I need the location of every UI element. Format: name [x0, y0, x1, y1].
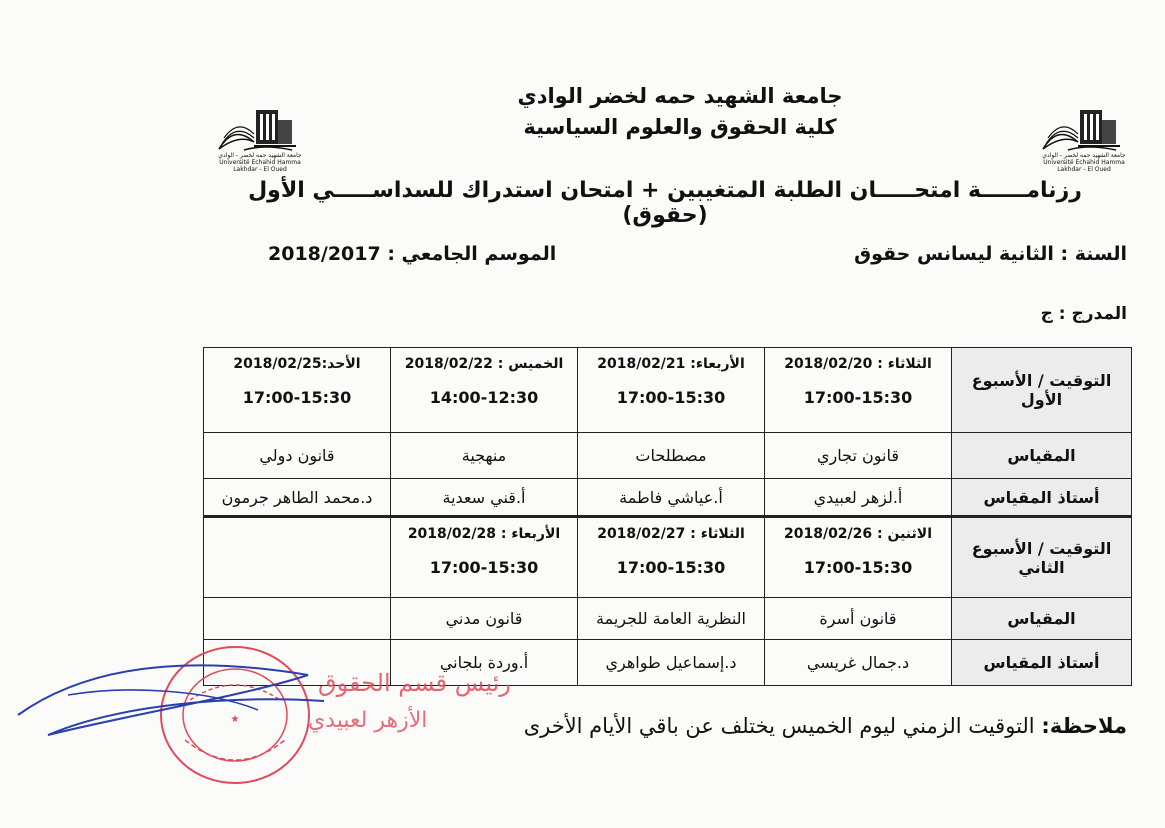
logo-caption-fr: Université Echahid Hamma Lakhdar - El Oued	[1043, 159, 1125, 173]
time-slot: 17:00-15:30	[616, 388, 726, 407]
university-logo-right	[1038, 104, 1130, 173]
week2-day-2: الثلاثاء : 2018/02/27 17:00-15:30	[578, 517, 765, 598]
week2-day-3: الأربعاء : 2018/02/28 17:00-15:30	[391, 517, 578, 598]
logo-caption-ar: جامعة الشهيد حمه لخضر - الوادي	[218, 152, 302, 159]
teacher-cell: أ.قني سعدية	[391, 479, 578, 517]
note-label: ملاحظة:	[1041, 714, 1127, 738]
subject-cell: منهجية	[391, 433, 578, 479]
faculty-name: كلية الحقوق والعلوم السياسية	[523, 115, 837, 139]
week1-label: التوقيت / الأسبوع الأول	[952, 348, 1132, 433]
week2-timing-row	[204, 517, 1132, 598]
subject-cell: قانون أسرة	[765, 598, 952, 640]
subject-cell: قانون مدني	[391, 598, 578, 640]
subject-cell: مصطلحات	[578, 433, 765, 479]
week1-timing-row	[204, 348, 1132, 433]
hall-label: المدرج : ج	[1040, 304, 1127, 324]
note	[524, 714, 1127, 738]
svg-text:رئيس قسم الحقوق: رئيس قسم الحقوق	[318, 669, 511, 697]
subject-cell: قانون دولي	[204, 433, 391, 479]
week2-day-1: الاثنين : 2018/02/26 17:00-15:30	[765, 517, 952, 598]
university-name: جامعة الشهيد حمه لخضر الوادي	[517, 84, 843, 108]
week1-day-1: الثلاثاء : 2018/02/20 17:00-15:30	[765, 348, 952, 433]
document-title: رزنامــــــة امتحـــــان الطلبة المتغيبين + امتحان استدراك للسداســـــي الأول (حقوق)	[248, 178, 1082, 228]
week2-subject-row	[204, 598, 1132, 640]
teacher-label: أستاذ المقياس	[952, 479, 1132, 517]
teacher-cell: د.محمد الطاهر جرمون	[204, 479, 391, 517]
week1-day-4: الأحد:2018/02/25 17:00-15:30	[204, 348, 391, 433]
time-slot: 14:00-12:30	[429, 388, 539, 407]
teacher-cell: د.إسماعيل طواهري	[578, 640, 765, 686]
subject-label: المقياس	[952, 433, 1132, 479]
time-slot: 17:00-15:30	[803, 388, 913, 407]
week1-day-2: الأربعاء: 2018/02/21 17:00-15:30	[578, 348, 765, 433]
teacher-cell: أ.وردة بلجاني	[391, 640, 578, 686]
svg-text:الأزهر لعبيدي: الأزهر لعبيدي	[308, 708, 428, 733]
teacher-cell: د.جمال غريسي	[765, 640, 952, 686]
week1-subject-row	[204, 433, 1132, 479]
season-label: الموسم الجامعي : 2018/2017	[268, 243, 557, 265]
year-label: السنة : الثانية ليسانس حقوق	[854, 243, 1127, 265]
time-slot: 17:00-15:30	[803, 558, 913, 577]
week1-teacher-row	[204, 479, 1132, 517]
logo-caption-fr: Université Echahid Hamma Lakhdar - El Oued	[219, 159, 301, 173]
time-slot: 17:00-15:30	[429, 558, 539, 577]
time-slot: 17:00-15:30	[616, 558, 726, 577]
empty-cell	[204, 517, 391, 598]
svg-text:★: ★	[230, 714, 240, 725]
subject-label: المقياس	[952, 598, 1132, 640]
week2-label: التوقيت / الأسبوع الثاني	[952, 517, 1132, 598]
teacher-cell: أ.عياشي فاطمة	[578, 479, 765, 517]
teacher-label: أستاذ المقياس	[952, 640, 1132, 686]
week1-day-3: الخميس : 2018/02/22 14:00-12:30	[391, 348, 578, 433]
subject-cell: النظرية العامة للجريمة	[578, 598, 765, 640]
empty-cell	[204, 598, 391, 640]
logo-caption-ar: جامعة الشهيد حمه لخضر - الوادي	[1042, 152, 1126, 159]
time-slot: 17:00-15:30	[242, 388, 352, 407]
university-logo-left	[214, 104, 306, 173]
subject-cell: قانون تجاري	[765, 433, 952, 479]
teacher-cell: أ.لزهر لعبيدي	[765, 479, 952, 517]
exam-schedule-table	[203, 347, 1132, 686]
note-text: التوقيت الزمني ليوم الخميس يختلف عن باقي الأيام الأخرى	[523, 714, 1035, 738]
